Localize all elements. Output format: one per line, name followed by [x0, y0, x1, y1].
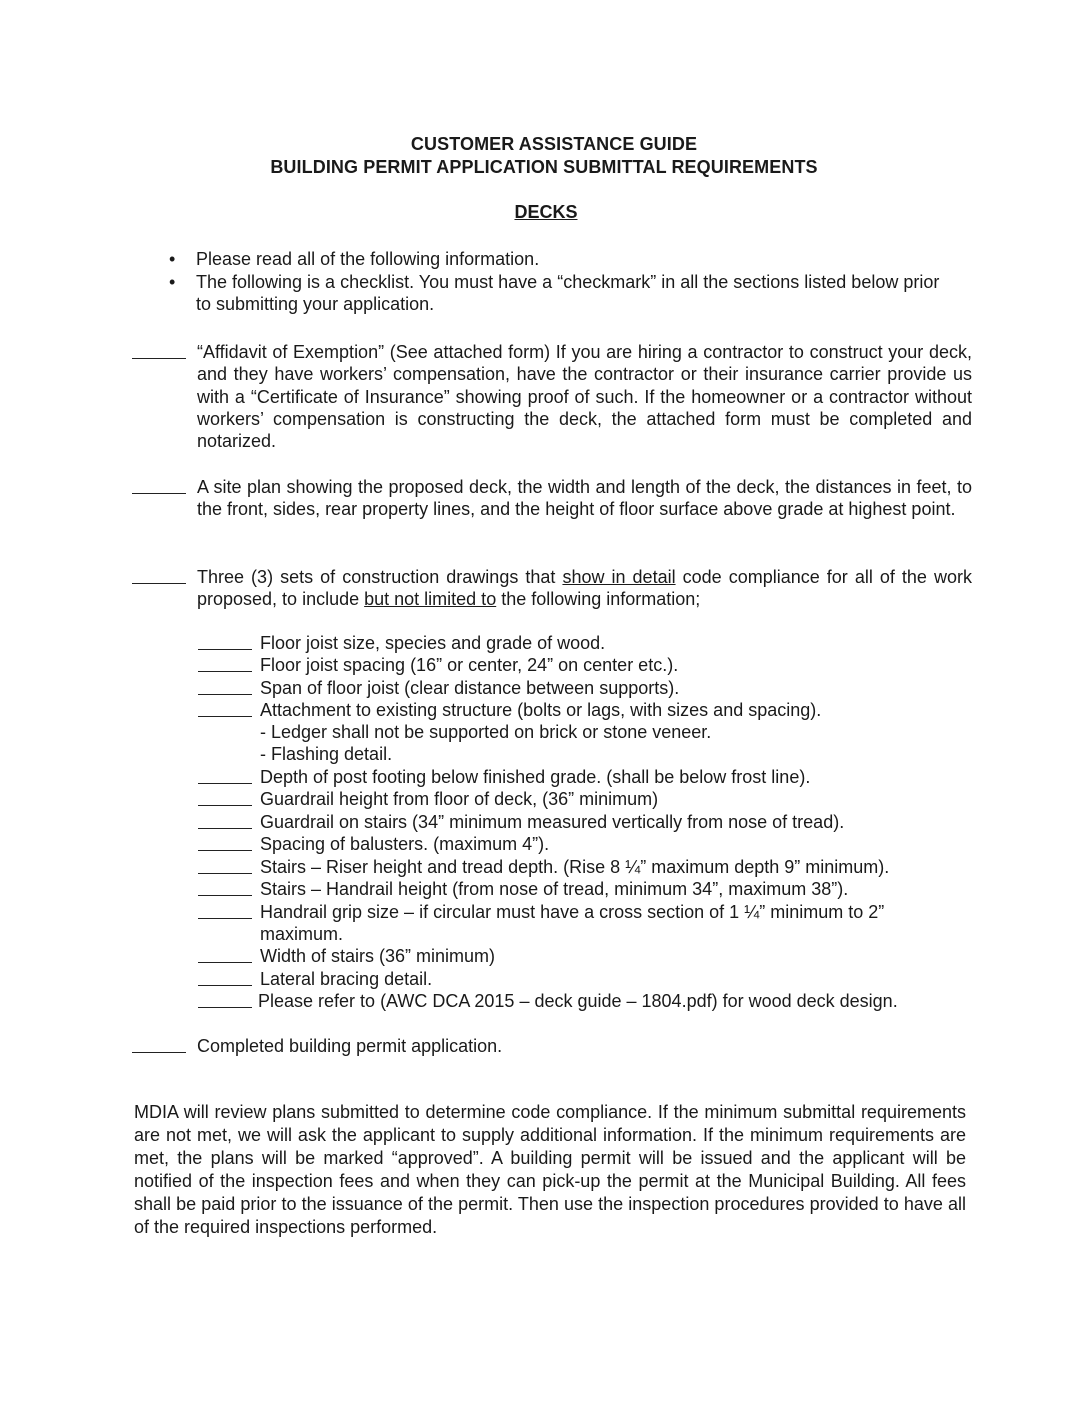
- drawings-emphasis: but not limited to: [364, 589, 497, 610]
- drawing-item: [198, 990, 968, 1012]
- drawing-item: [198, 766, 968, 788]
- checklist-item-affidavit: [132, 341, 972, 452]
- attachment-note: - Flashing detail.: [260, 744, 393, 764]
- drawing-item: [198, 811, 968, 833]
- checkmark-blank[interactable]: [198, 918, 252, 919]
- checklist-item-text: A site plan showing the proposed deck, the width and length of the deck, the distances in feet, to the front, sides, rear property lines, and the height of floor surface above grade at highest point.: [197, 477, 972, 520]
- checkmark-blank[interactable]: [198, 1007, 252, 1008]
- checkmark-blank[interactable]: [198, 694, 252, 695]
- drawing-item: [198, 856, 968, 878]
- bullet-icon: •: [169, 249, 176, 269]
- checklist-item-text: [197, 566, 972, 611]
- drawing-item: [198, 654, 968, 676]
- drawing-item-text: Floor joist spacing (16” or center, 24” on center etc.).: [260, 655, 679, 675]
- drawing-item-text: Lateral bracing detail.: [260, 969, 433, 989]
- checkmark-blank[interactable]: [198, 850, 252, 851]
- checkmark-blank[interactable]: [198, 873, 252, 874]
- checkmark-blank[interactable]: [198, 985, 252, 986]
- drawing-item-text: Guardrail height from floor of deck, (36” minimum): [260, 789, 659, 809]
- drawing-item-text: Width of stairs (36” minimum): [260, 946, 496, 966]
- bullet-icon: •: [169, 271, 176, 292]
- checkmark-blank[interactable]: [198, 649, 252, 650]
- drawing-item: [198, 878, 968, 900]
- drawing-item: [198, 677, 968, 699]
- drawing-item-text: Please refer to (AWC DCA 2015 – deck guide – 1804.pdf) for wood deck design.: [258, 991, 898, 1011]
- drawing-item-text: Attachment to existing structure (bolts or lags, with sizes and spacing).: [260, 700, 822, 720]
- guide-title: CUSTOMER ASSISTANCE GUIDE: [410, 134, 698, 154]
- checklist-item-application: [132, 1035, 972, 1057]
- instruction-bullets: [160, 248, 940, 316]
- drawing-item-text: Stairs – Riser height and tread depth. (Rise 8 ¼” maximum depth 9” minimum).: [260, 857, 890, 877]
- checkmark-blank[interactable]: [198, 962, 252, 963]
- checkmark-blank[interactable]: [198, 828, 252, 829]
- drawing-item: [198, 945, 968, 967]
- drawing-item-text: Guardrail on stairs (34” minimum measured vertically from nose of tread).: [260, 812, 845, 832]
- drawing-item: [198, 699, 968, 721]
- drawing-item-text: Handrail grip size – if circular must have a cross section of 1 ¼” minimum to 2” maximum.: [260, 902, 885, 944]
- checkmark-blank[interactable]: [132, 493, 186, 494]
- checklist-item-text: Completed building permit application.: [197, 1036, 503, 1056]
- drawings-text-part: the following information;: [496, 589, 701, 610]
- bullet-text: The following is a checklist. You must have a “checkmark” in all the sections listed below prior to submitting your application.: [196, 271, 940, 314]
- drawing-item-text: Floor joist size, species and grade of wood.: [260, 633, 606, 653]
- checkmark-blank[interactable]: [198, 671, 252, 672]
- drawing-item-text: Span of floor joist (clear distance between supports).: [260, 678, 680, 698]
- bullet-text: Please read all of the following information.: [196, 249, 540, 269]
- checklist-item-drawings: [132, 566, 972, 611]
- drawing-item-text: Depth of post footing below finished grade. (shall be below frost line).: [260, 767, 811, 787]
- drawing-item: [198, 968, 968, 990]
- checklist-item-text: “Affidavit of Exemption” (See attached form) If you are hiring a contractor to construct your deck, and they have workers’ compensation, have the contractor or their insurance carrier provide us with a “Certificate of Insurance” showing proof of such. If the homeowner or a contractor without workers’ compensation is constructing the deck, the attached form must be completed and notarized.: [197, 342, 972, 452]
- drawing-item: [198, 833, 968, 855]
- guide-subtitle: BUILDING PERMIT APPLICATION SUBMITTAL REQUIREMENTS: [270, 157, 818, 177]
- drawing-item: [198, 632, 968, 654]
- bullet-item: [160, 248, 940, 271]
- checkmark-blank[interactable]: [198, 805, 252, 806]
- drawings-text-part: Three (3) sets of construction drawings that: [197, 567, 563, 587]
- checkmark-blank[interactable]: [132, 358, 186, 359]
- checkmark-blank[interactable]: [198, 895, 252, 896]
- drawing-item: [198, 788, 968, 810]
- attachment-note: - Ledger shall not be supported on brick or stone veneer.: [260, 722, 712, 742]
- section-title-decks: DECKS: [514, 202, 578, 222]
- bullet-item: [160, 271, 940, 316]
- drawing-item-text: Spacing of balusters. (maximum 4”).: [260, 834, 550, 854]
- drawing-item-text: Stairs – Handrail height (from nose of tread, minimum 34”, maximum 38”).: [260, 879, 849, 899]
- checklist-item-site-plan: [132, 476, 972, 521]
- checkmark-blank[interactable]: [132, 1052, 186, 1053]
- checkmark-blank[interactable]: [132, 583, 186, 584]
- review-paragraph: MDIA will review plans submitted to determine code compliance. If the minimum submittal requirements are not met, we will ask the applicant to supply additional information. If the minimum requirements are met, the plans will be marked “approved”. A building permit will be issued and the applicant will be notified of the inspection fees and when they can pick-up the permit at the Municipal Building. All fees shall be paid prior to the issuance of the permit. Then use the inspection procedures provided to have all of the required inspections performed.: [134, 1102, 966, 1237]
- checkmark-blank[interactable]: [198, 783, 252, 784]
- checkmark-blank[interactable]: [198, 716, 252, 717]
- drawing-item: [198, 901, 898, 945]
- drawings-text-part: code compliance for all of the work proposed, to include: [197, 567, 972, 610]
- drawings-emphasis: show in detail: [562, 567, 676, 587]
